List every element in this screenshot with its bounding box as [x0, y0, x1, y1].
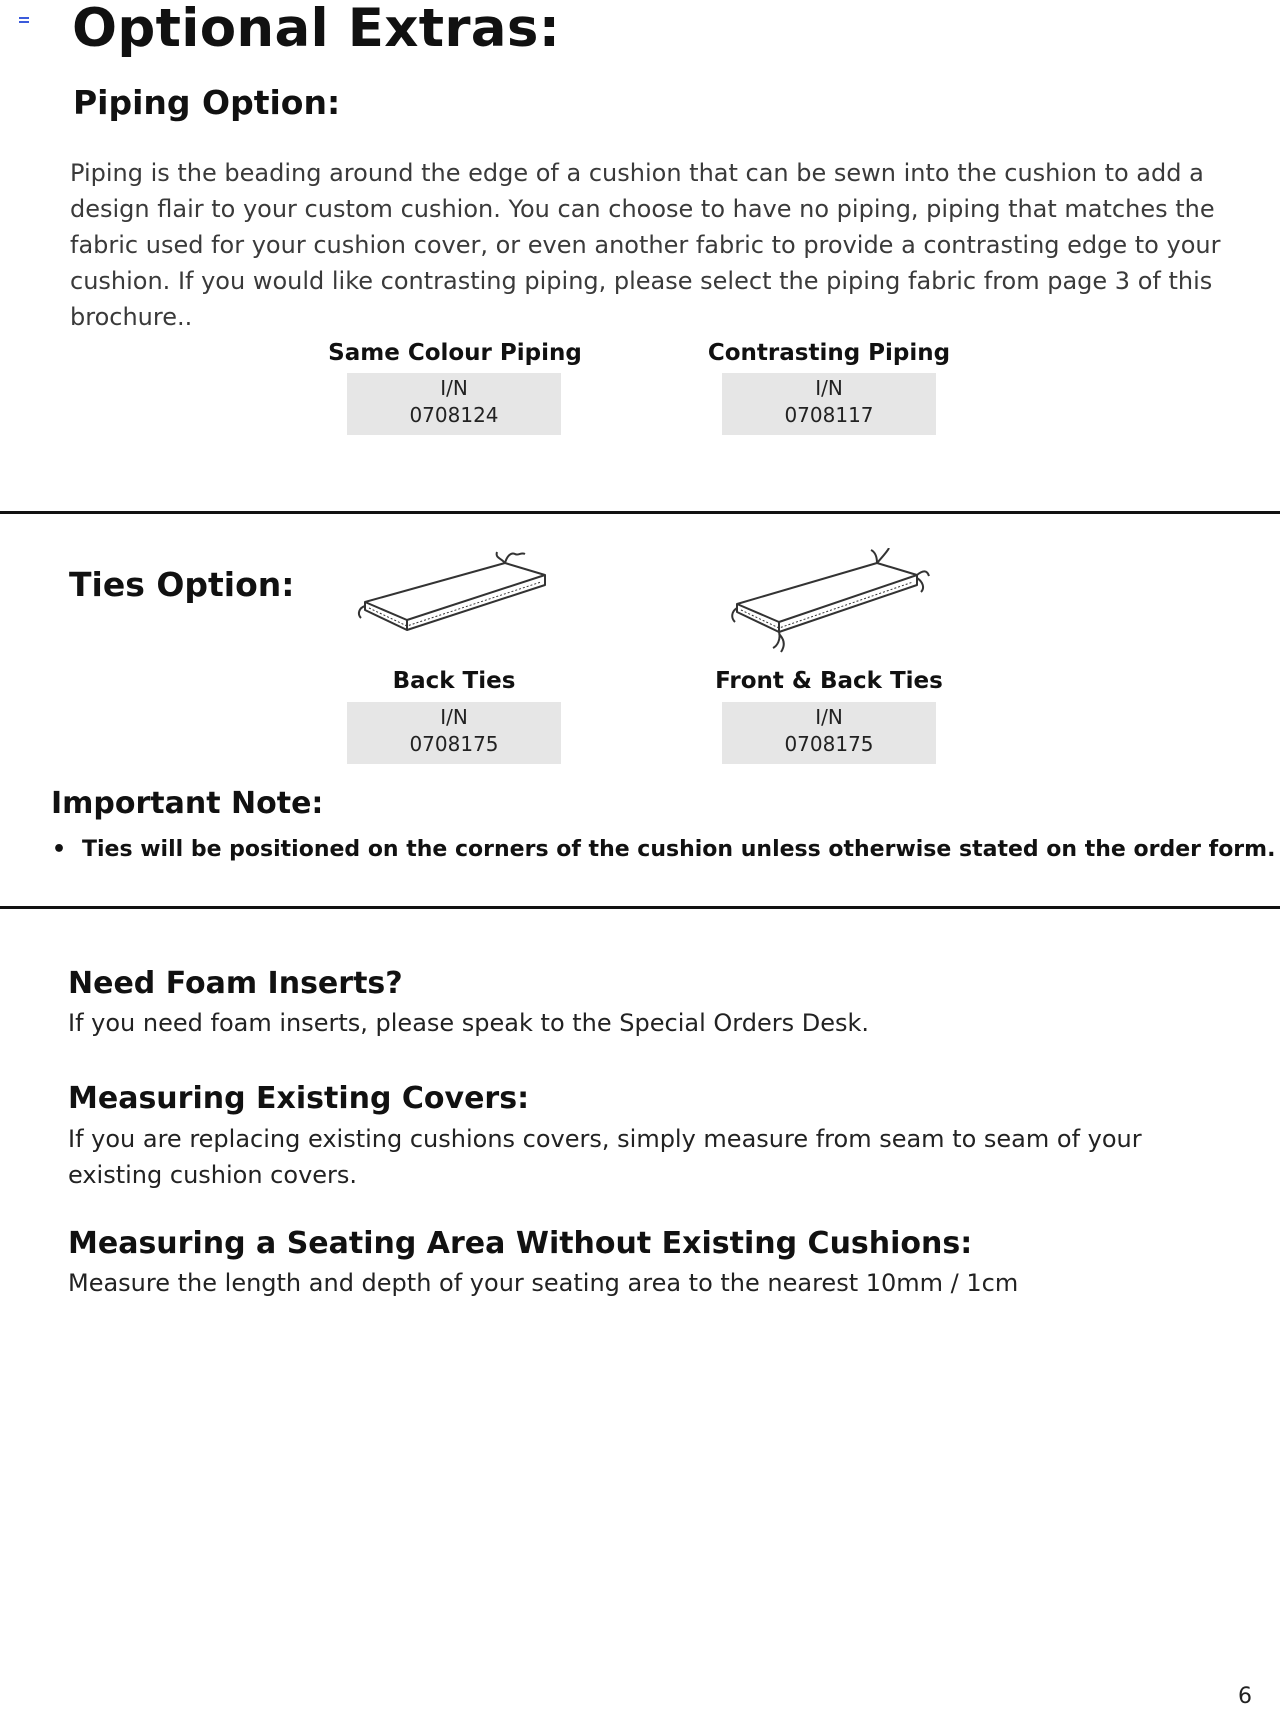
code-label: I/N — [815, 376, 843, 400]
section-divider — [0, 906, 1280, 909]
foam-heading: Need Foam Inserts? — [68, 966, 403, 1001]
item-number: 0708117 — [784, 403, 874, 427]
measuring-existing-heading: Measuring Existing Covers: — [68, 1081, 530, 1116]
option-label-back-ties: Back Ties — [392, 668, 516, 694]
foam-text: If you need foam inserts, please speak to the Special Orders Desk. — [68, 1009, 869, 1037]
measuring-without-text: Measure the length and depth of your seating area to the nearest 10mm / 1cm — [68, 1269, 1019, 1297]
important-note-item — [52, 837, 1275, 862]
code-box-back-ties — [347, 702, 561, 764]
bullet: • — [52, 837, 67, 862]
option-label-front-back-ties: Front & Back Ties — [715, 668, 943, 694]
code-box-front-back-ties — [722, 702, 936, 764]
corner-mark-icon — [19, 17, 29, 25]
option-label-contrasting-piping: Contrasting Piping — [707, 340, 951, 366]
page-title: Optional Extras: — [72, 0, 561, 59]
cushion-front-back-ties-icon — [727, 548, 937, 658]
section-divider — [0, 511, 1280, 514]
item-number: 0708124 — [409, 403, 499, 427]
important-note-text: Ties will be positioned on the corners of the cushion unless otherwise stated on the order form. — [82, 837, 1276, 862]
piping-heading: Piping Option: — [73, 83, 341, 122]
cushion-back-ties-icon — [355, 548, 555, 648]
code-box-same-colour-piping — [347, 373, 561, 435]
ties-heading: Ties Option: — [69, 565, 295, 604]
important-note-heading: Important Note: — [51, 786, 324, 821]
code-label: I/N — [440, 376, 468, 400]
measuring-without-heading: Measuring a Seating Area Without Existing Cushions: — [68, 1226, 973, 1261]
code-label: I/N — [440, 705, 468, 729]
item-number: 0708175 — [409, 732, 499, 756]
page-number: 6 — [1238, 1684, 1252, 1709]
measuring-existing-text: If you are replacing existing cushions covers, simply measure from seam to seam of your existing cushion covers. — [68, 1125, 1142, 1189]
code-box-contrasting-piping — [722, 373, 936, 435]
piping-description: Piping is the beading around the edge of a cushion that can be sewn into the cushion to add a design flair to your custom cushion. You can choose to have no piping, piping that matches the fabric used for your cushion cover, or even another fabric to provide a contrasting edge to your cushion. If you would like contrasting piping, please select the piping fabric from page 3 of this brochure.. — [70, 159, 1221, 331]
item-number: 0708175 — [784, 732, 874, 756]
option-label-same-colour-piping: Same Colour Piping — [328, 340, 582, 366]
code-label: I/N — [815, 705, 843, 729]
